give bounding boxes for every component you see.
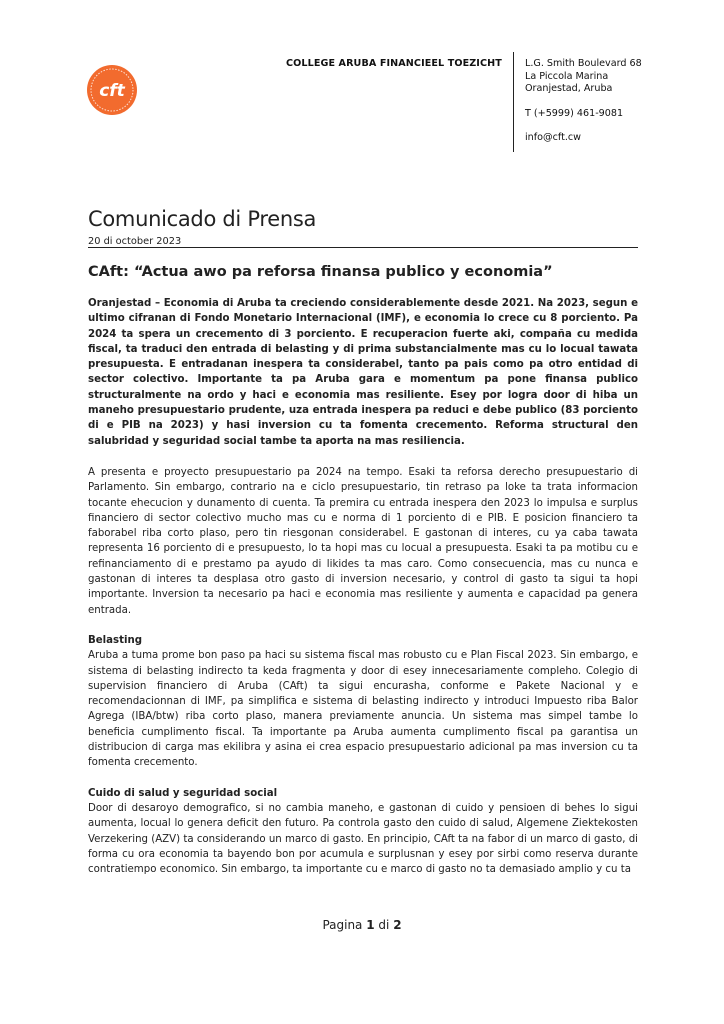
contact-block [525, 58, 642, 145]
email-address: info@cft.cw [525, 132, 582, 143]
page-of-label: di [378, 918, 390, 932]
section-heading: Cuido di salud y seguridad social [88, 787, 278, 799]
organization-name: COLLEGE ARUBA FINANCIEEL TOEZICHT [286, 58, 502, 69]
svg-text:cft: cft [99, 81, 125, 101]
lead-paragraph: Oranjestad – Economia di Aruba ta creciendo considerablemente desde 2021. Na 2023, segun e ultimo cifranan di Fondo Monetario Internacional (IMF), e economia lo crece cu 8 porciento. Pa 2024 ta spera un crecemento di 3 porciento. E recuperacion fuerte aki, compaña cu medida fiscal, ta traduci den entrada di belasting y di prima substancialmente mas cu lo locual tawata presupuesta. E entradanan inespera ta considerabel, tanto pa pais como pa otro entidad di sector colectivo. Importante ta pa Aruba gara e momentum pa pone finansa publico structuralmente na ordo y haci e economia mas resiliente. Esey por logra door di hiba un maneho presupuestario prudente, uza entrada inespera pa reduci e debe publico (83 porciento di e PIB na 2023) y hasi inversion cu ta fomenta crecemento. Reforma structural den salubridad y seguridad social tambe ta aporta na mas resiliencia. [88, 298, 638, 447]
phone-number: T (+5999) 461-9081 [525, 107, 624, 119]
page-label: Pagina [322, 918, 363, 932]
paragraph: Door di desaroyo demografico, si no cambia maneho, e gastonan di cuido y pensioen di behes lo sigui aumenta, locual lo genera deficit den futuro. Pa controla gasto den cuido di salud, Algemene Ziektekosten Verzekering (AZV) ta considerando un marco di gasto. En principio, CAft ta na fabor di un marco di gasto, di forma cu ora economia ta bayendo bon por acumula e surplusnan y esey por sirbi como reserva durante contratiempo economico. Sin embargo, ta importante cu e marco di gasto no ta demasiado amplio y cu ta [88, 802, 638, 876]
page-total: 2 [393, 918, 402, 932]
document-title: Comunicado di Prensa [88, 207, 317, 231]
cft-logo-icon [86, 64, 138, 116]
address-line: La Piccola Marina [525, 70, 609, 82]
address-line: Oranjestad, Aruba [525, 83, 613, 94]
document-date: 20 di october 2023 [88, 236, 182, 247]
headline: CAft: “Actua awo pa reforsa finansa publico y economia” [88, 264, 553, 280]
title-rule [88, 247, 638, 248]
section-heading: Belasting [88, 634, 143, 646]
paragraph: Aruba a tuma prome bon paso pa haci su sistema fiscal mas robusto cu e Plan Fiscal 2023. Sin embargo, e sistema di belasting indirecto ta keda fragmenta y door di esey innecesariamente compleho. Colegio di supervision financiero di Aruba (CAft) ta sigui encurasha, conforme e Pakete Nacional y e recomendacionnan di IMF, pa simplifica e sistema di belasting indirecto y introduci Impuesto riba Balor Agrega (IBA/btw) riba corto plaso, manera previamente anuncia. Un sistema mas simpel tambe lo beneficia cumplimento fiscal. Ta importante pa Aruba aumenta cumplimento fiscal pa garantisa un distribucion di carga mas ekilibra y asina ei crea espacio presupuestario adicional pa mas inversion cu ta fomenta crecemento. [88, 650, 638, 769]
paragraph: A presenta e proyecto presupuestario pa 2024 na tempo. Esaki ta reforsa derecho presupuestario di Parlamento. Sin embargo, contrario na e ciclo presupuestario, tin retraso pa loke ta trata informacion tocante ehecucion y dunamento di cuenta. Ta premira cu entrada inespera den 2023 lo impulsa e surplus financiero di sector colectivo mucho mas cu e norma di 1 porciento di e PIB. E posicion financiero ta faborabel riba corto plaso, pero tin riesgonan considerabel. E gastonan di interes, cu ya caba tawata representa 16 porciento di e presupuesto, lo ta hopi mas cu locual a presupuesta. Esaki ta pa motibu cu e refinanciamento di e prestamo pa ayudo di likides ta mas caro. Como consecuencia, mas cu nunca e gastonan di interes ta desplasa otro gasto di inversion necesario, y control di gasto ta sigui ta hopi importante. Inversion ta necesario pa haci e economia mas resiliente y aumenta e capacidad pa genera entrada. [88, 466, 638, 616]
header-divider [513, 52, 514, 152]
address-line: L.G. Smith Boulevard 68 [525, 58, 642, 69]
page-current: 1 [366, 918, 375, 932]
article-body [88, 296, 638, 892]
page-footer [0, 918, 724, 932]
